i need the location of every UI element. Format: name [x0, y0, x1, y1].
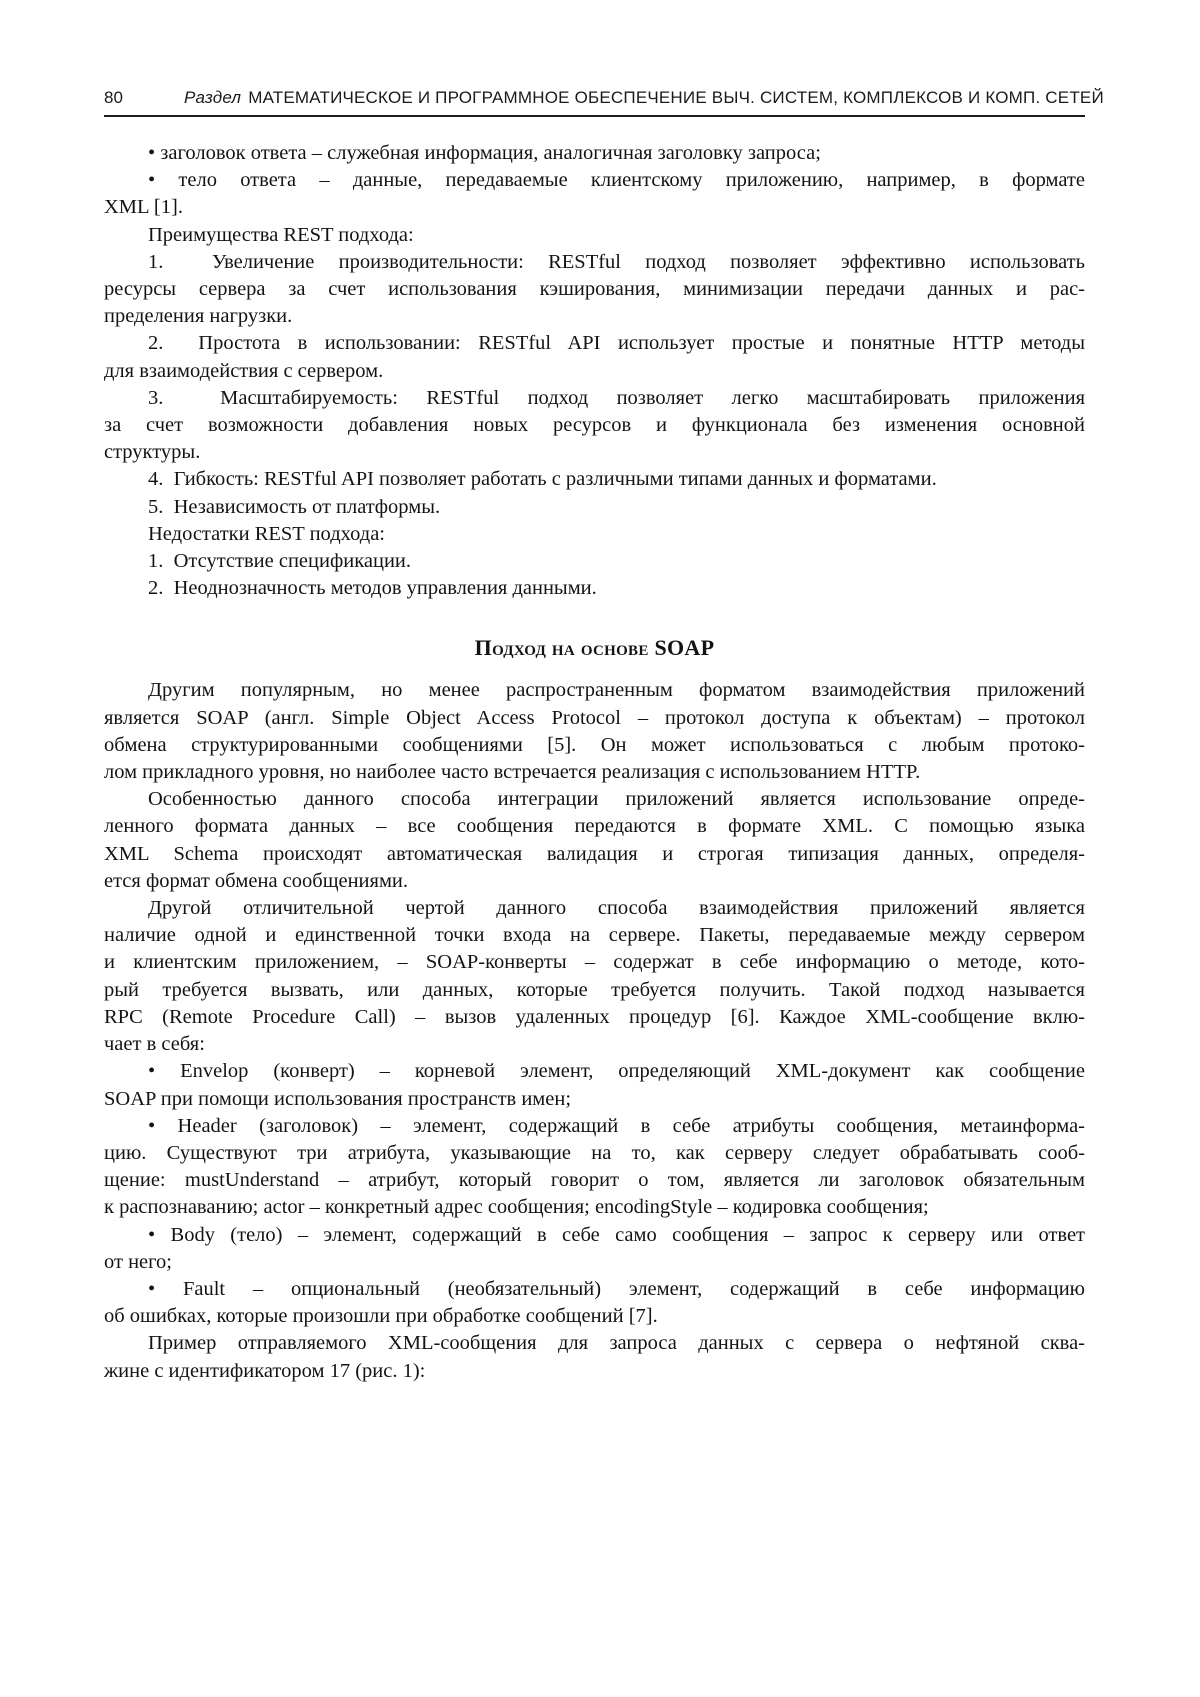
numbered-paragraph: [104, 548, 1085, 575]
text-line: • Body (тело) – элемент, содержащий в себе само сообщения – запрос к серверу или ответ: [148, 1223, 1085, 1246]
text-line: • тело ответа – данные, передаваемые клиентскому приложению, например, в формате: [148, 169, 1085, 192]
text-line: наличие одной и единственной точки входа на сервере. Пакеты, передаваемые между сервером: [104, 924, 1085, 947]
text-line: лом прикладного уровня, но наиболее часто встречается реализация с использованием HTTP.: [104, 761, 921, 784]
text-line: рый требуется вызвать, или данных, которые требуется получить. Такой подход называется: [104, 978, 1085, 1001]
numbered-paragraph: [104, 330, 1085, 384]
text-line: об ошибках, которые произошли при обработке сообщений [7].: [104, 1305, 658, 1328]
text-line: обмена структурированными сообщениями [5]. Он может использоваться с любым протоко-: [104, 733, 1085, 756]
numbered-paragraph: [104, 385, 1085, 467]
text-line: 3. Масштабируемость: RESTful подход позволяет легко масштабировать приложения: [148, 386, 1085, 409]
content-blocks: [104, 140, 1085, 1385]
text-line: RPC (Remote Procedure Call) – вызов удаленных процедур [6]. Каждое XML-сообщение вклю-: [104, 1005, 1085, 1028]
text-line: 5. Независимость от платформы.: [148, 495, 441, 518]
paragraph: [104, 786, 1085, 895]
text-line: • Header (заголовок) – элемент, содержащий в себе атрибуты сообщения, метаинформа-: [148, 1114, 1085, 1137]
page-number: 80: [104, 88, 123, 107]
text-line: Пример отправляемого XML-сообщения для запроса данных с сервера о нефтяной сква-: [148, 1332, 1085, 1355]
header-title: МАТЕМАТИЧЕСКОЕ И ПРОГРАММНОЕ ОБЕСПЕЧЕНИЕ ВЫЧ. СИСТЕМ, КОМПЛЕКСОВ И КОМП. СЕТЕЙ: [248, 88, 1104, 107]
text-line: за счет возможности добавления новых ресурсов и функционала без изменения основной: [104, 414, 1085, 437]
paragraph: [104, 521, 1085, 548]
text-line: Особенностью данного способа интеграции приложений является использование опреде-: [148, 788, 1085, 811]
section-heading: Подход на основе SOAP: [474, 635, 715, 661]
bullet-paragraph: [104, 1058, 1085, 1112]
text-line: ресурсы сервера за счет использования кэширования, минимизации передачи данных и рас-: [104, 278, 1085, 301]
text-line: Преимущества REST подхода:: [148, 223, 414, 246]
text-line: 1. Увеличение производительности: RESTful подход позволяет эффективно использовать: [148, 250, 1085, 273]
paragraph: [104, 895, 1085, 1058]
bullet-paragraph: [104, 167, 1085, 221]
numbered-paragraph: [104, 575, 1085, 602]
text-line: 2. Простота в использовании: RESTful API использует простые и понятные HTTP методы: [148, 332, 1085, 355]
text-line: цию. Существуют три атрибута, указывающие на то, как серверу следует обрабатывать сооб-: [104, 1141, 1085, 1164]
text-line: • заголовок ответа – служебная информация, аналогичная заголовку запроса;: [148, 142, 821, 164]
text-line: для взаимодействия с сервером.: [104, 359, 384, 382]
text-line: щение: mustUnderstand – атрибут, который говорит о том, является ли заголовок обязательным: [104, 1169, 1085, 1192]
text-line: чает в себя:: [104, 1033, 205, 1056]
text-line: 4. Гибкость: RESTful API позволяет работать с различными типами данных и форматами.: [148, 468, 937, 491]
text-line: жине с идентификатором 17 (рис. 1):: [104, 1359, 426, 1382]
text-line: ется формат обмена сообщениями.: [104, 869, 409, 892]
text-line: • Envelop (конверт) – корневой элемент, определяющий XML-документ как сообщение: [148, 1060, 1085, 1083]
section-label: Раздел: [184, 88, 242, 107]
bullet-paragraph: [104, 1222, 1085, 1276]
text-line: структуры.: [104, 441, 201, 464]
text-line: XML [1].: [104, 196, 183, 219]
bullet-paragraph: [104, 140, 1085, 167]
text-line: Другим популярным, но менее распространенным форматом взаимодействия приложений: [148, 679, 1085, 702]
bullet-paragraph: [104, 1276, 1085, 1330]
text-line: Недостатки REST подхода:: [148, 522, 386, 545]
numbered-paragraph: [104, 249, 1085, 331]
text-line: ленного формата данных – все сообщения передаются в формате XML. С помощью языка: [104, 815, 1085, 838]
numbered-paragraph: [104, 494, 1085, 521]
text-line: SOAP при помощи использования пространств имен;: [104, 1087, 572, 1110]
text-line: 2. Неоднозначность методов управления данными.: [148, 577, 597, 600]
running-title: [184, 88, 1104, 108]
bullet-paragraph: [104, 1113, 1085, 1222]
paragraph: [104, 222, 1085, 249]
text-line: 1. Отсутствие спецификации.: [148, 550, 412, 573]
text-line: XML Schema происходят автоматическая валидация и строгая типизация данных, определя-: [104, 842, 1085, 865]
numbered-paragraph: [104, 466, 1085, 493]
text-line: и клиентским приложением, – SOAP-конверты – содержат в себе информацию о методе, кото-: [104, 951, 1085, 974]
paragraph: [104, 1330, 1085, 1384]
text-line: Другой отличительной чертой данного способа взаимодействия приложений является: [148, 897, 1085, 920]
text-line: является SOAP (англ. Simple Object Access Protocol – протокол доступа к объектам) – протокол: [104, 706, 1085, 729]
text-line: пределения нагрузки.: [104, 305, 293, 328]
text-line: от него;: [104, 1250, 172, 1273]
text-line: к распознаванию; actor – конкретный адрес сообщения; encodingStyle – кодировка сообщения;: [104, 1196, 929, 1219]
paragraph: [104, 677, 1085, 786]
page-header: [104, 88, 1104, 117]
text-line: • Fault – опциональный (необязательный) элемент, содержащий в себе информацию: [148, 1277, 1085, 1300]
